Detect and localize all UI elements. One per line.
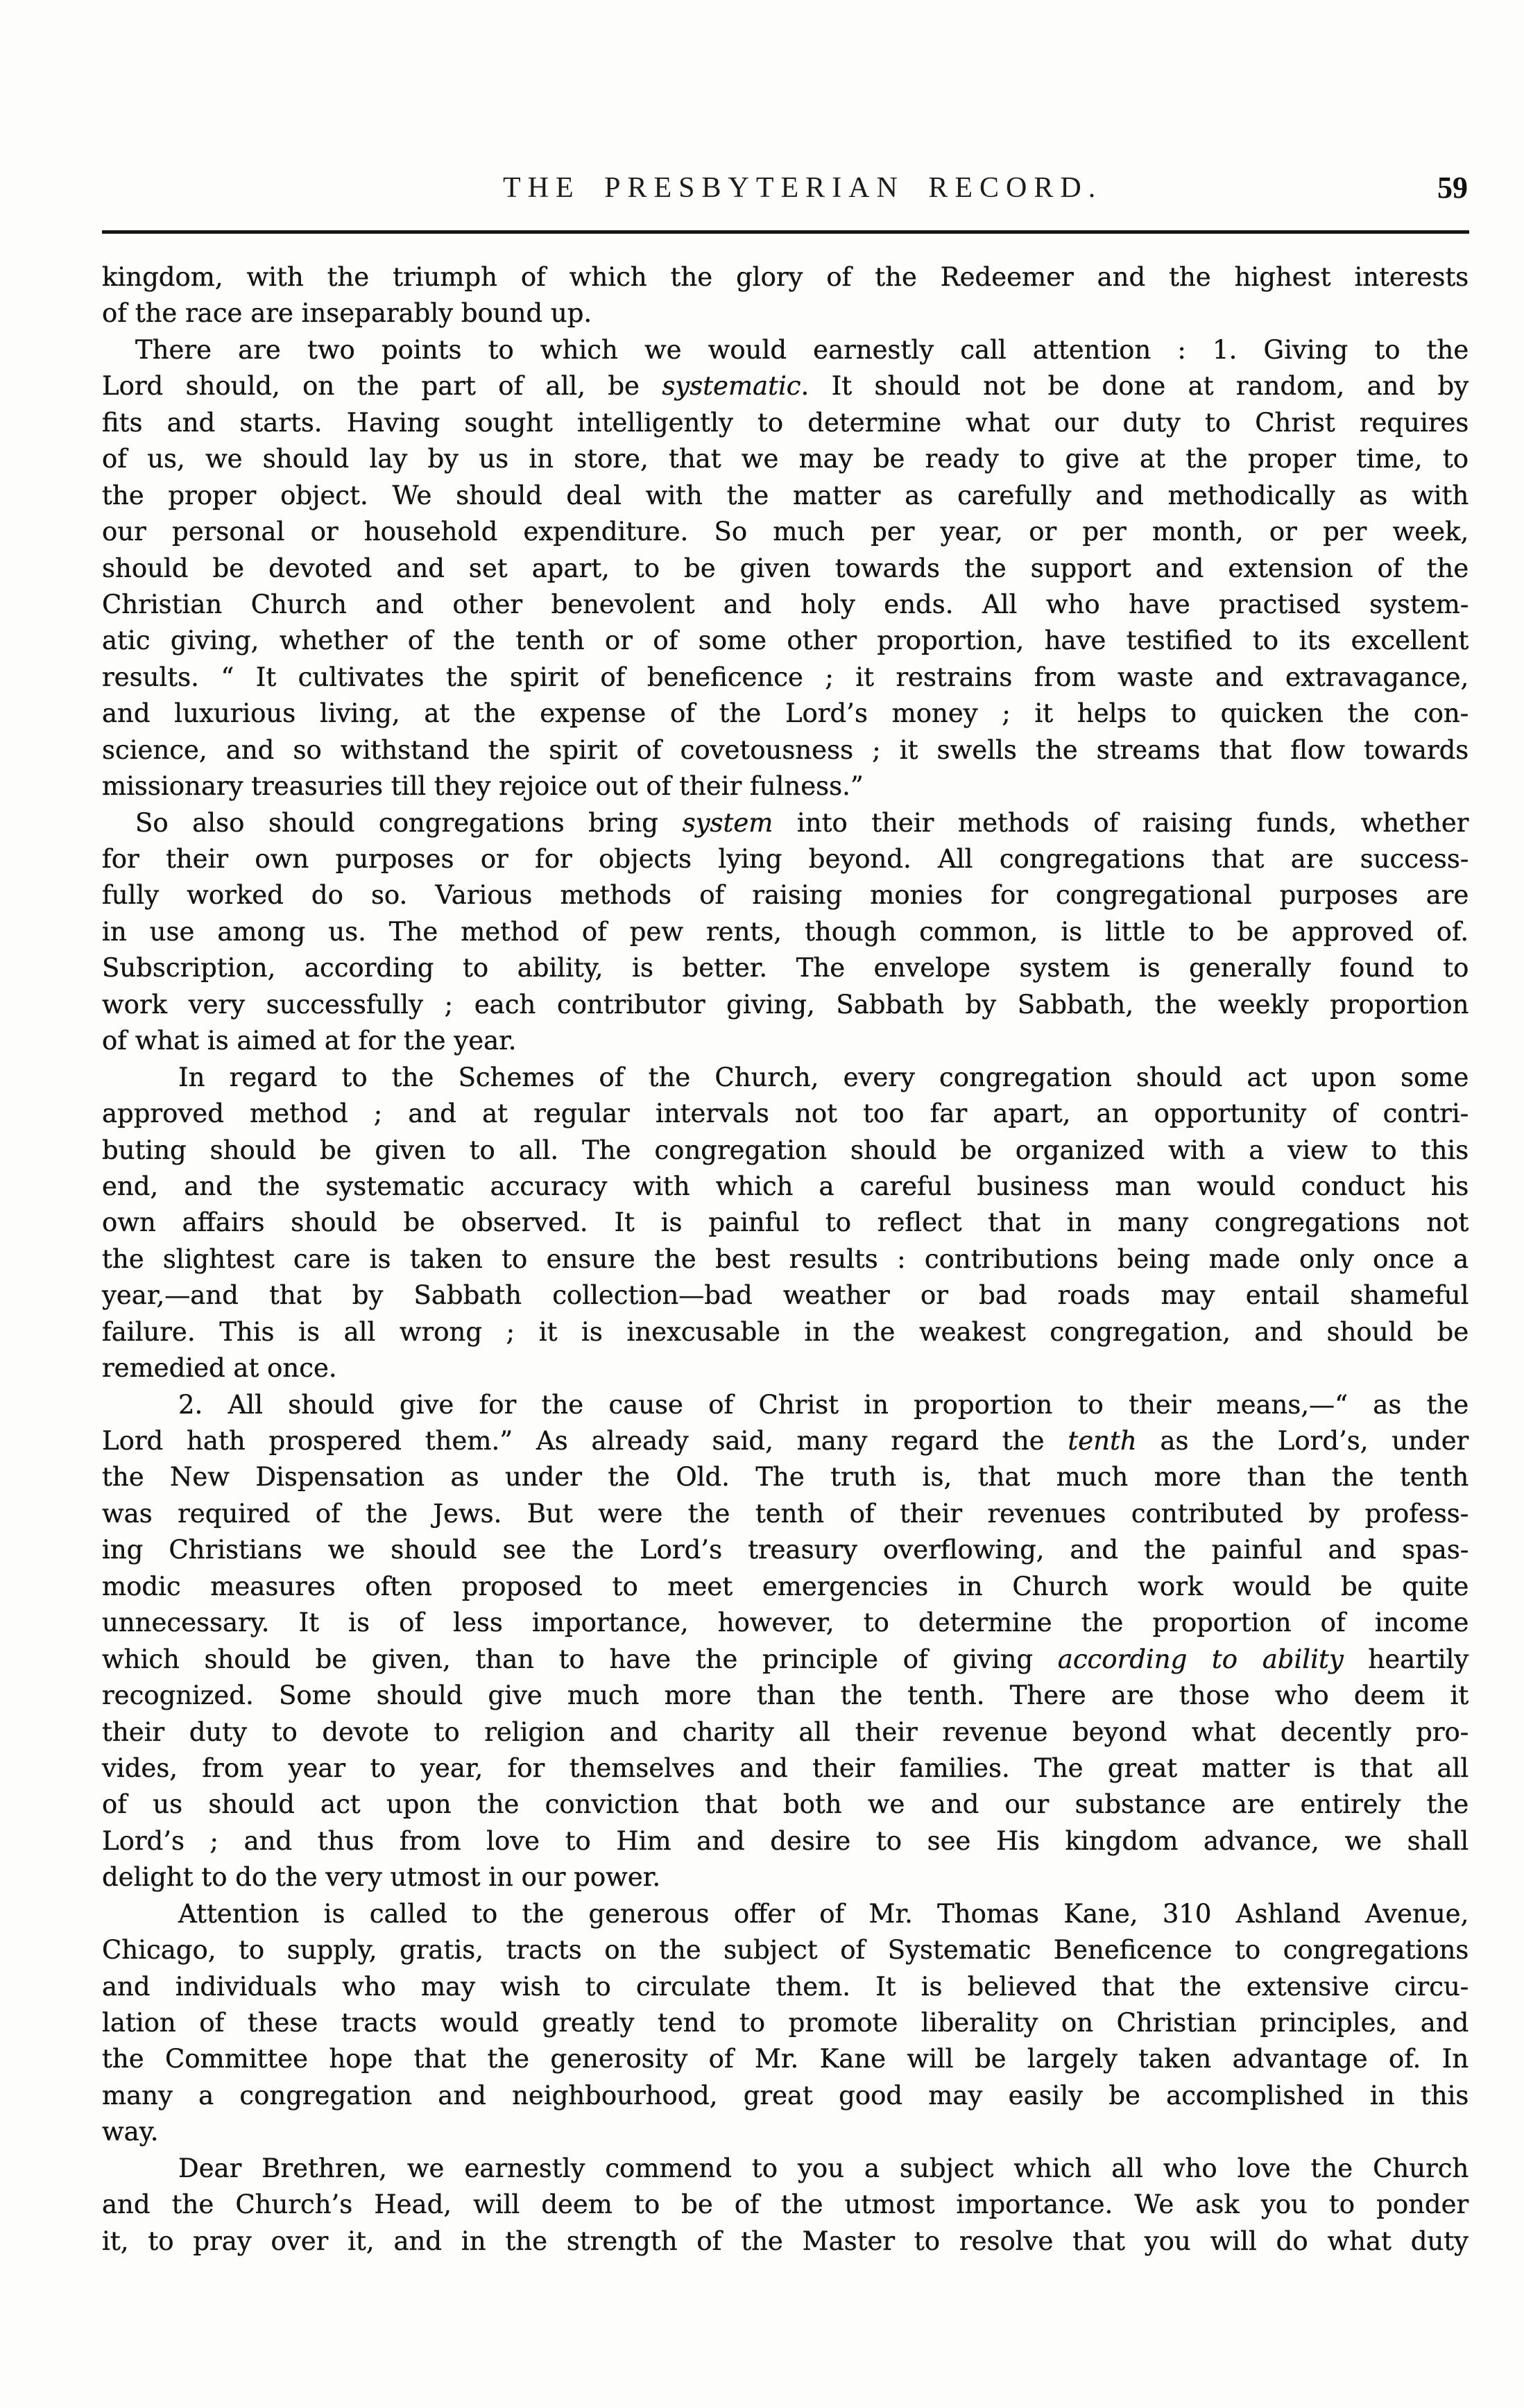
line-text: and luxurious living, at the expense of the Lord’s money ; it helps to quicken the con-: [102, 698, 1469, 729]
text-segment: Lord should, on the part of all, be: [102, 371, 662, 402]
text-line: [102, 950, 1469, 986]
text-line: [102, 1751, 1469, 1787]
line-text: of what is aimed at for the year.: [102, 1026, 517, 1056]
text-line: [102, 2151, 1469, 2187]
line-text: results. “ It cultivates the spirit of beneficence ; it restrains from waste and extravagance,: [102, 662, 1469, 692]
text-line: [102, 1642, 1469, 1678]
line-text: Subscription, according to ability, is better. The envelope system is generally found to: [102, 953, 1469, 983]
text-line: [102, 2078, 1469, 2114]
text-line: [102, 441, 1469, 477]
text-line: [102, 1496, 1469, 1532]
line-text: vides, from year to year, for themselves and their families. The great matter is that all: [102, 1753, 1469, 1783]
line-text: Dear Brethren, we earnestly commend to you a subject which all who love the Church: [178, 2153, 1469, 2183]
text-line: [102, 2224, 1469, 2260]
paragraph: [102, 1896, 1469, 2151]
text-line: [102, 1896, 1469, 1932]
text-line: [102, 2114, 1469, 2150]
text-line: [102, 2187, 1469, 2223]
line-text: recognized. Some should give much more than the tenth. There are those who deem it: [102, 1680, 1469, 1711]
line-text: was required of the Jews. But were the tenth of their revenues contributed by profess-: [102, 1498, 1469, 1529]
line-text: In regard to the Schemes of the Church, every congregation should act upon some: [178, 1062, 1469, 1092]
text-line: [102, 1241, 1469, 1278]
text-line: [102, 877, 1469, 913]
text-line: [102, 987, 1469, 1023]
line-text: their duty to devote to religion and charity all their revenue beyond what decently pro-: [102, 1717, 1469, 1747]
italic-text: according to ability: [1057, 1644, 1344, 1674]
text-line: [102, 295, 1469, 332]
line-text: fully worked do so. Various methods of raising monies for congregational purposes are: [102, 880, 1469, 911]
line-text: Christian Church and other benevolent and holy ends. All who have practised system-: [102, 589, 1469, 619]
line-text: of us, we should lay by us in store, that we may be ready to give at the proper time, to: [102, 444, 1469, 474]
text-line: [102, 1932, 1469, 1968]
text-line: [102, 478, 1469, 514]
text-line: [102, 768, 1469, 805]
text-segment: into their methods of raising funds, whether: [773, 807, 1469, 838]
text-line: [102, 1314, 1469, 1350]
paragraph: [102, 1387, 1469, 1896]
text-line: [102, 1569, 1469, 1605]
article-body: [102, 259, 1469, 2260]
line-text: year,—and that by Sabbath collection—bad weather or bad roads may entail shameful: [102, 1280, 1469, 1311]
paragraph: [102, 2151, 1469, 2260]
line-text: for their own purposes or for objects lying beyond. All congregations that are success-: [102, 844, 1469, 874]
text-line: [102, 332, 1469, 368]
line-text: lation of these tracts would greatly tend to promote liberality on Christian principles, and: [102, 2008, 1469, 2038]
text-line: [102, 1023, 1469, 1059]
line-text: end, and the systematic accuracy with which a careful business man would conduct his: [102, 1171, 1469, 1201]
text-line: [102, 660, 1469, 696]
text-line: [102, 551, 1469, 587]
line-text: buting should be given to all. The congregation should be organized with a view to this: [102, 1135, 1469, 1165]
text-line: [102, 696, 1469, 732]
line-text: the New Dispensation as under the Old. The truth is, that much more than the tenth: [102, 1462, 1469, 1493]
text-line: [102, 1532, 1469, 1568]
header-rule: [102, 230, 1469, 234]
line-text: [102, 371, 1469, 401]
line-text: own affairs should be observed. It is painful to reflect that in many congregations not: [102, 1207, 1469, 1238]
text-segment: heartily: [1343, 1644, 1469, 1674]
line-text: failure. This is all wrong ; it is inexcusable in the weakest congregation, and should be: [102, 1316, 1469, 1347]
text-segment: Lord hath prospered them.” As already said, many regard the: [102, 1426, 1068, 1456]
line-text: approved method ; and at regular intervals not too far apart, an opportunity of contri-: [102, 1099, 1469, 1129]
text-line: [102, 1423, 1469, 1459]
text-line: [102, 1605, 1469, 1641]
line-text: [135, 808, 1469, 838]
line-text: kingdom, with the triumph of which the glory of the Redeemer and the highest interests: [102, 262, 1469, 292]
line-text: the Committee hope that the generosity of Mr. Kane will be largely taken advantage of. In: [102, 2044, 1469, 2074]
line-text: [102, 1426, 1469, 1456]
line-text: should be devoted and set apart, to be given towards the support and extension of the: [102, 553, 1469, 583]
text-line: [102, 1387, 1469, 1423]
italic-text: tenth: [1068, 1426, 1137, 1456]
text-line: [102, 732, 1469, 768]
line-text: unnecessary. It is of less importance, however, to determine the proportion of income: [102, 1608, 1469, 1638]
text-line: [102, 1278, 1469, 1314]
line-text: our personal or household expenditure. So much per year, or per month, or per week,: [102, 517, 1469, 547]
text-line: [102, 2041, 1469, 2077]
paragraph: [102, 332, 1469, 805]
text-line: [102, 1787, 1469, 1823]
text-line: [102, 2005, 1469, 2041]
line-text: of the race are inseparably bound up.: [102, 298, 592, 329]
text-line: [102, 1459, 1469, 1495]
text-line: [102, 1714, 1469, 1751]
line-text: and individuals who may wish to circulate them. It is believed that the extensive circu-: [102, 1971, 1469, 2002]
text-line: [102, 1205, 1469, 1241]
text-line: [102, 1060, 1469, 1096]
text-line: [102, 841, 1469, 877]
italic-text: system: [682, 807, 773, 838]
line-text: of us should act upon the conviction that both we and our substance are entirely the: [102, 1789, 1469, 1820]
line-text: it, to pray over it, and in the strength of the Master to resolve that you will do what duty: [102, 2226, 1469, 2256]
text-line: [102, 805, 1469, 841]
line-text: delight to do the very utmost in our power.: [102, 1862, 661, 1893]
line-text: many a congregation and neighbourhood, great good may easily be accomplished in this: [102, 2080, 1469, 2110]
text-line: [102, 514, 1469, 550]
line-text: remedied at once.: [102, 1353, 337, 1384]
line-text: There are two points to which we would earnestly call attention : 1. Giving to the: [135, 334, 1469, 365]
paragraph: [102, 805, 1469, 1060]
line-text: and the Church’s Head, will deem to be of the utmost importance. We ask you to ponder: [102, 2190, 1469, 2220]
line-text: Attention is called to the generous offer of Mr. Thomas Kane, 310 Ashland Avenue,: [178, 1898, 1469, 1929]
line-text: atic giving, whether of the tenth or of some other proportion, have testified to its excellent: [102, 626, 1469, 656]
running-title: THE PRESBYTERIAN RECORD.: [503, 172, 1103, 204]
text-segment: as the Lord’s, under: [1136, 1426, 1469, 1456]
text-line: [102, 623, 1469, 659]
text-line: [102, 259, 1469, 295]
line-text: ing Christians we should see the Lord’s treasury overflowing, and the painful and spas-: [102, 1535, 1469, 1565]
text-line: [102, 914, 1469, 950]
line-text: [102, 1644, 1469, 1674]
line-text: Lord’s ; and thus from love to Him and desire to see His kingdom advance, we shall: [102, 1825, 1469, 1856]
text-line: [102, 1096, 1469, 1132]
line-text: the proper object. We should deal with the matter as carefully and methodically as with: [102, 480, 1469, 510]
line-text: science, and so withstand the spirit of covetousness ; it swells the streams that flow towards: [102, 734, 1469, 765]
text-segment: So also should congregations bring: [135, 807, 683, 838]
text-segment: . It should not be done at random, and by: [800, 371, 1469, 402]
line-text: missionary treasuries till they rejoice out of their fulness.”: [102, 771, 864, 802]
text-line: [102, 1969, 1469, 2005]
text-line: [102, 1133, 1469, 1169]
line-text: in use among us. The method of pew rents, though common, is little to be approved of.: [102, 916, 1469, 947]
line-text: modic measures often proposed to meet emergencies in Church work would be quite: [102, 1571, 1469, 1601]
paragraph: [102, 1060, 1469, 1387]
line-text: way.: [102, 2117, 159, 2147]
line-text: the slightest care is taken to ensure the best results : contributions being made only once a: [102, 1244, 1469, 1274]
italic-text: systematic: [662, 371, 801, 402]
page-number: 59: [1437, 171, 1468, 205]
paragraph: [102, 259, 1469, 332]
text-line: [102, 1859, 1469, 1895]
line-text: 2. All should give for the cause of Christ in proportion to their means,—“ as the: [178, 1389, 1469, 1420]
text-line: [102, 1169, 1469, 1205]
line-text: fits and starts. Having sought intelligently to determine what our duty to Christ requires: [102, 407, 1469, 438]
line-text: work very successfully ; each contributor giving, Sabbath by Sabbath, the weekly proportion: [102, 989, 1469, 1020]
text-segment: which should be given, than to have the principle of giving: [102, 1644, 1058, 1674]
text-line: [102, 405, 1469, 441]
text-line: [102, 1678, 1469, 1714]
text-line: [102, 1350, 1469, 1386]
text-line: [102, 587, 1469, 623]
text-line: [102, 1823, 1469, 1859]
text-line: [102, 368, 1469, 404]
line-text: Chicago, to supply, gratis, tracts on the subject of Systematic Beneficence to congregations: [102, 1935, 1469, 1966]
